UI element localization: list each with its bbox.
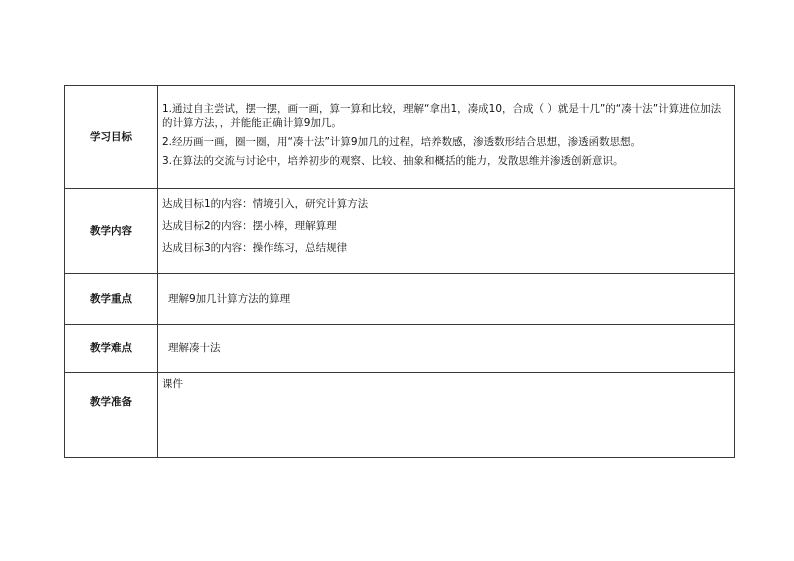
key-point-content: 理解9加几计算方法的算理 (158, 274, 735, 325)
objective-2: 2.经历画一画，圈一圈，用“凑十法”计算9加几的过程，培养数感，渗透数形结合思想，渗透函数思想。 (162, 136, 642, 148)
table-row-difficulty (65, 325, 735, 373)
table-row-preparation (65, 373, 735, 458)
row-label-preparation: 教学准备 (65, 373, 158, 458)
table-row-key-point (65, 274, 735, 325)
learning-objectives-content (158, 86, 735, 189)
row-label-key-point: 教学重点 (65, 274, 158, 325)
teaching-content (158, 189, 735, 274)
row-label-learning-objectives: 学习目标 (65, 86, 158, 189)
content-item-2: 达成目标2的内容：摆小棒，理解算理 (162, 220, 337, 233)
objective-3: 3.在算法的交流与讨论中，培养初步的观察、比较、抽象和概括的能力，发散思维并渗透创新意识。 (162, 155, 624, 168)
table-row-learning-objectives (65, 86, 735, 189)
content-item-3: 达成目标3的内容：操作练习，总结规律 (162, 242, 348, 255)
content-item-1: 达成目标1的内容：情境引入，研究计算方法 (162, 198, 369, 210)
row-label-difficulty: 教学难点 (65, 325, 158, 373)
preparation-content: 课件 (158, 373, 735, 458)
lesson-plan-table (64, 85, 735, 458)
table-row-teaching-content (65, 189, 735, 274)
row-label-teaching-content: 教学内容 (65, 189, 158, 274)
difficulty-content: 理解凑十法 (158, 325, 735, 373)
objective-1: 1.通过自主尝试，摆一摆，画一画，算一算和比较，理解“拿出1，凑成10，合成（ ）就是十几”的“凑十法”计算进位加法的计算方法，，并能能正确计算9加几。 (162, 102, 722, 129)
